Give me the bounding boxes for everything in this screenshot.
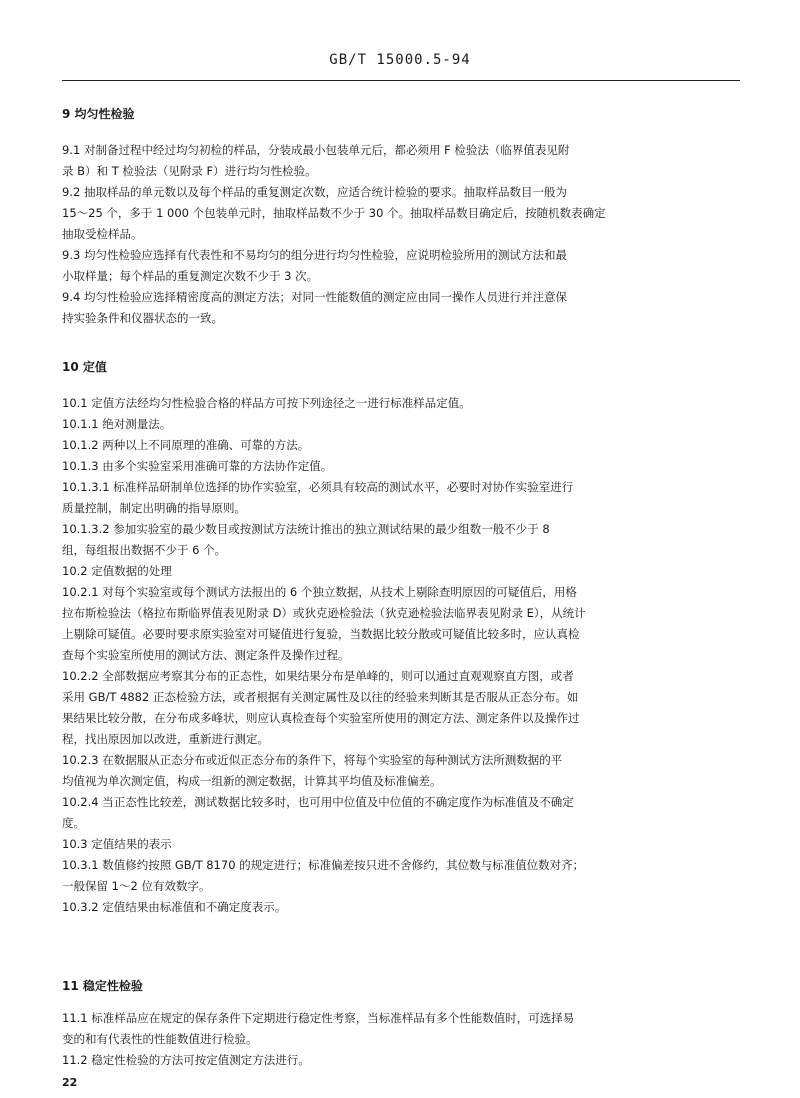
para-10-3-2: 10.3.2 定值结果由标准值和不确定度表示。: [62, 900, 287, 914]
para-9-3-line-2: 小取样量；每个样品的重复测定次数不少于 3 次。: [62, 269, 319, 283]
para-11-1-line-2: 变的和有代表性的性能数值进行检验。: [62, 1032, 258, 1046]
para-9-2-line-3: 抽取受检样品。: [62, 227, 143, 241]
section-9-title: 9 均匀性检验: [62, 107, 135, 121]
para-9-4-line-2: 持实验条件和仪器状态的一致。: [62, 311, 223, 325]
para-10-2-4-line-2: 度。: [62, 816, 85, 830]
section-11-title-block: [62, 976, 742, 997]
para-10-1-3-1-line-2: 质量控制，制定出明确的指导原则。: [62, 501, 246, 515]
header-rule: [62, 80, 740, 81]
para-10-2-2-line-2: 采用 GB/T 4882 正态检验方法，或者根据有关测定属性及以往的经验来判断其是否服从正态分布。如: [62, 690, 579, 704]
page-number: 22: [62, 1076, 78, 1089]
para-10-2-2-line-3: 果结果比较分散，在分布成多峰状，则应认真检查每个实验室所使用的测定方法、测定条件以及操作过: [62, 711, 580, 725]
para-10-2-1-line-1: 10.2.1 对每个实验室或每个测试方法报出的 6 个独立数据，从技术上剔除查明原因的可疑值后，用格: [62, 585, 577, 599]
section-10-body: [62, 393, 742, 918]
para-10-1-3: 10.1.3 由多个实验室采用准确可靠的方法协作定值。: [62, 459, 333, 473]
standard-code-header: GB/T 15000.5-94: [329, 52, 471, 68]
para-9-3-line-1: 9.3 均匀性检验应选择有代表性和不易均匀的组分进行均匀性检验，应说明检验所用的测试方法和最: [62, 248, 567, 262]
para-10-1-3-1-line-1: 10.1.3.1 标准样品研制单位选择的协作实验室，必须具有较高的测试水平，必要时对协作实验室进行: [62, 480, 574, 494]
para-10-2-1-line-2: 拉布斯检验法（格拉布斯临界值表见附录 D）或狄克逊检验法（狄克逊检验法临界表见附录 E），从统计: [62, 606, 586, 620]
para-9-4-line-1: 9.4 均匀性检验应选择精密度高的测定方法；对同一性能数值的测定应由同一操作人员进行并注意保: [62, 290, 567, 304]
para-10-2-2-line-4: 程，找出原因加以改进，重新进行测定。: [62, 732, 269, 746]
para-10-1: 10.1 定值方法经均匀性检验合格的样品方可按下列途径之一进行标准样品定值。: [62, 396, 471, 410]
para-10-3-1-line-1: 10.3.1 数值修约按照 GB/T 8170 的规定进行；标准偏差按只进不舍修约，其位数与标准值位数对齐；: [62, 858, 585, 872]
para-10-1-2: 10.1.2 两种以上不同原理的准确、可靠的方法。: [62, 438, 310, 452]
section-9-body: [62, 140, 742, 329]
para-10-2-1-line-3: 上剔除可疑值。必要时要求原实验室对可疑值进行复验，当数据比较分散或可疑值比较多时，应认真检: [62, 627, 580, 641]
para-10-2: 10.2 定值数据的处理: [62, 564, 172, 578]
para-10-1-1: 10.1.1 绝对测量法。: [62, 417, 172, 431]
section-10-title-block: [62, 357, 742, 378]
para-10-2-3-line-2: 均值视为单次测定值，构成一组新的测定数据，计算其平均值及标准偏差。: [62, 774, 442, 788]
para-10-2-4-line-1: 10.2.4 当正态性比较差，测试数据比较多时，也可用中位值及中位值的不确定度作为标准值及不确定: [62, 795, 574, 809]
para-10-1-3-2-line-1: 10.1.3.2 参加实验室的最少数目或按测试方法统计推出的独立测试结果的最少组数一般不少于 8: [62, 522, 550, 536]
para-10-3: 10.3 定值结果的表示: [62, 837, 172, 851]
para-9-1-line-2: 录 B）和 T 检验法（见附录 F）进行均匀性检验。: [62, 164, 317, 178]
para-10-3-1-line-2: 一般保留 1～2 位有效数字。: [62, 879, 211, 893]
para-9-1-line-1: 9.1 对制备过程中经过均匀初检的样品，分装成最小包装单元后，都必须用 F 检验法（临界值表见附: [62, 143, 570, 157]
para-10-2-1-line-4: 查每个实验室所使用的测试方法、测定条件及操作过程。: [62, 648, 350, 662]
para-11-2: 11.2 稳定性检验的方法可按定值测定方法进行。: [62, 1053, 310, 1067]
para-10-2-2-line-1: 10.2.2 全部数据应考察其分布的正态性，如果结果分布是单峰的，则可以通过直观观察直方图，或者: [62, 669, 574, 683]
para-9-2-line-1: 9.2 抽取样品的单元数以及每个样品的重复测定次数，应适合统计检验的要求。抽取样品数目一般为: [62, 185, 567, 199]
para-10-2-3-line-1: 10.2.3 在数据服从正态分布或近似正态分布的条件下，将每个实验室的每种测试方法所测数据的平: [62, 753, 563, 767]
section-11-title: 11 稳定性检验: [62, 979, 143, 993]
section-9-title-block: [62, 104, 742, 125]
para-10-1-3-2-line-2: 组，每组报出数据不少于 6 个。: [62, 543, 227, 557]
section-10-title: 10 定值: [62, 360, 107, 374]
para-9-2-line-2: 15～25 个，多于 1 000 个包装单元时，抽取样品数不少于 30 个。抽取样品数目确定后，按随机数表确定: [62, 206, 606, 220]
para-11-1-line-1: 11.1 标准样品应在规定的保存条件下定期进行稳定性考察，当标准样品有多个性能数值时，可选择易: [62, 1011, 575, 1025]
section-11-body: [62, 1008, 742, 1071]
